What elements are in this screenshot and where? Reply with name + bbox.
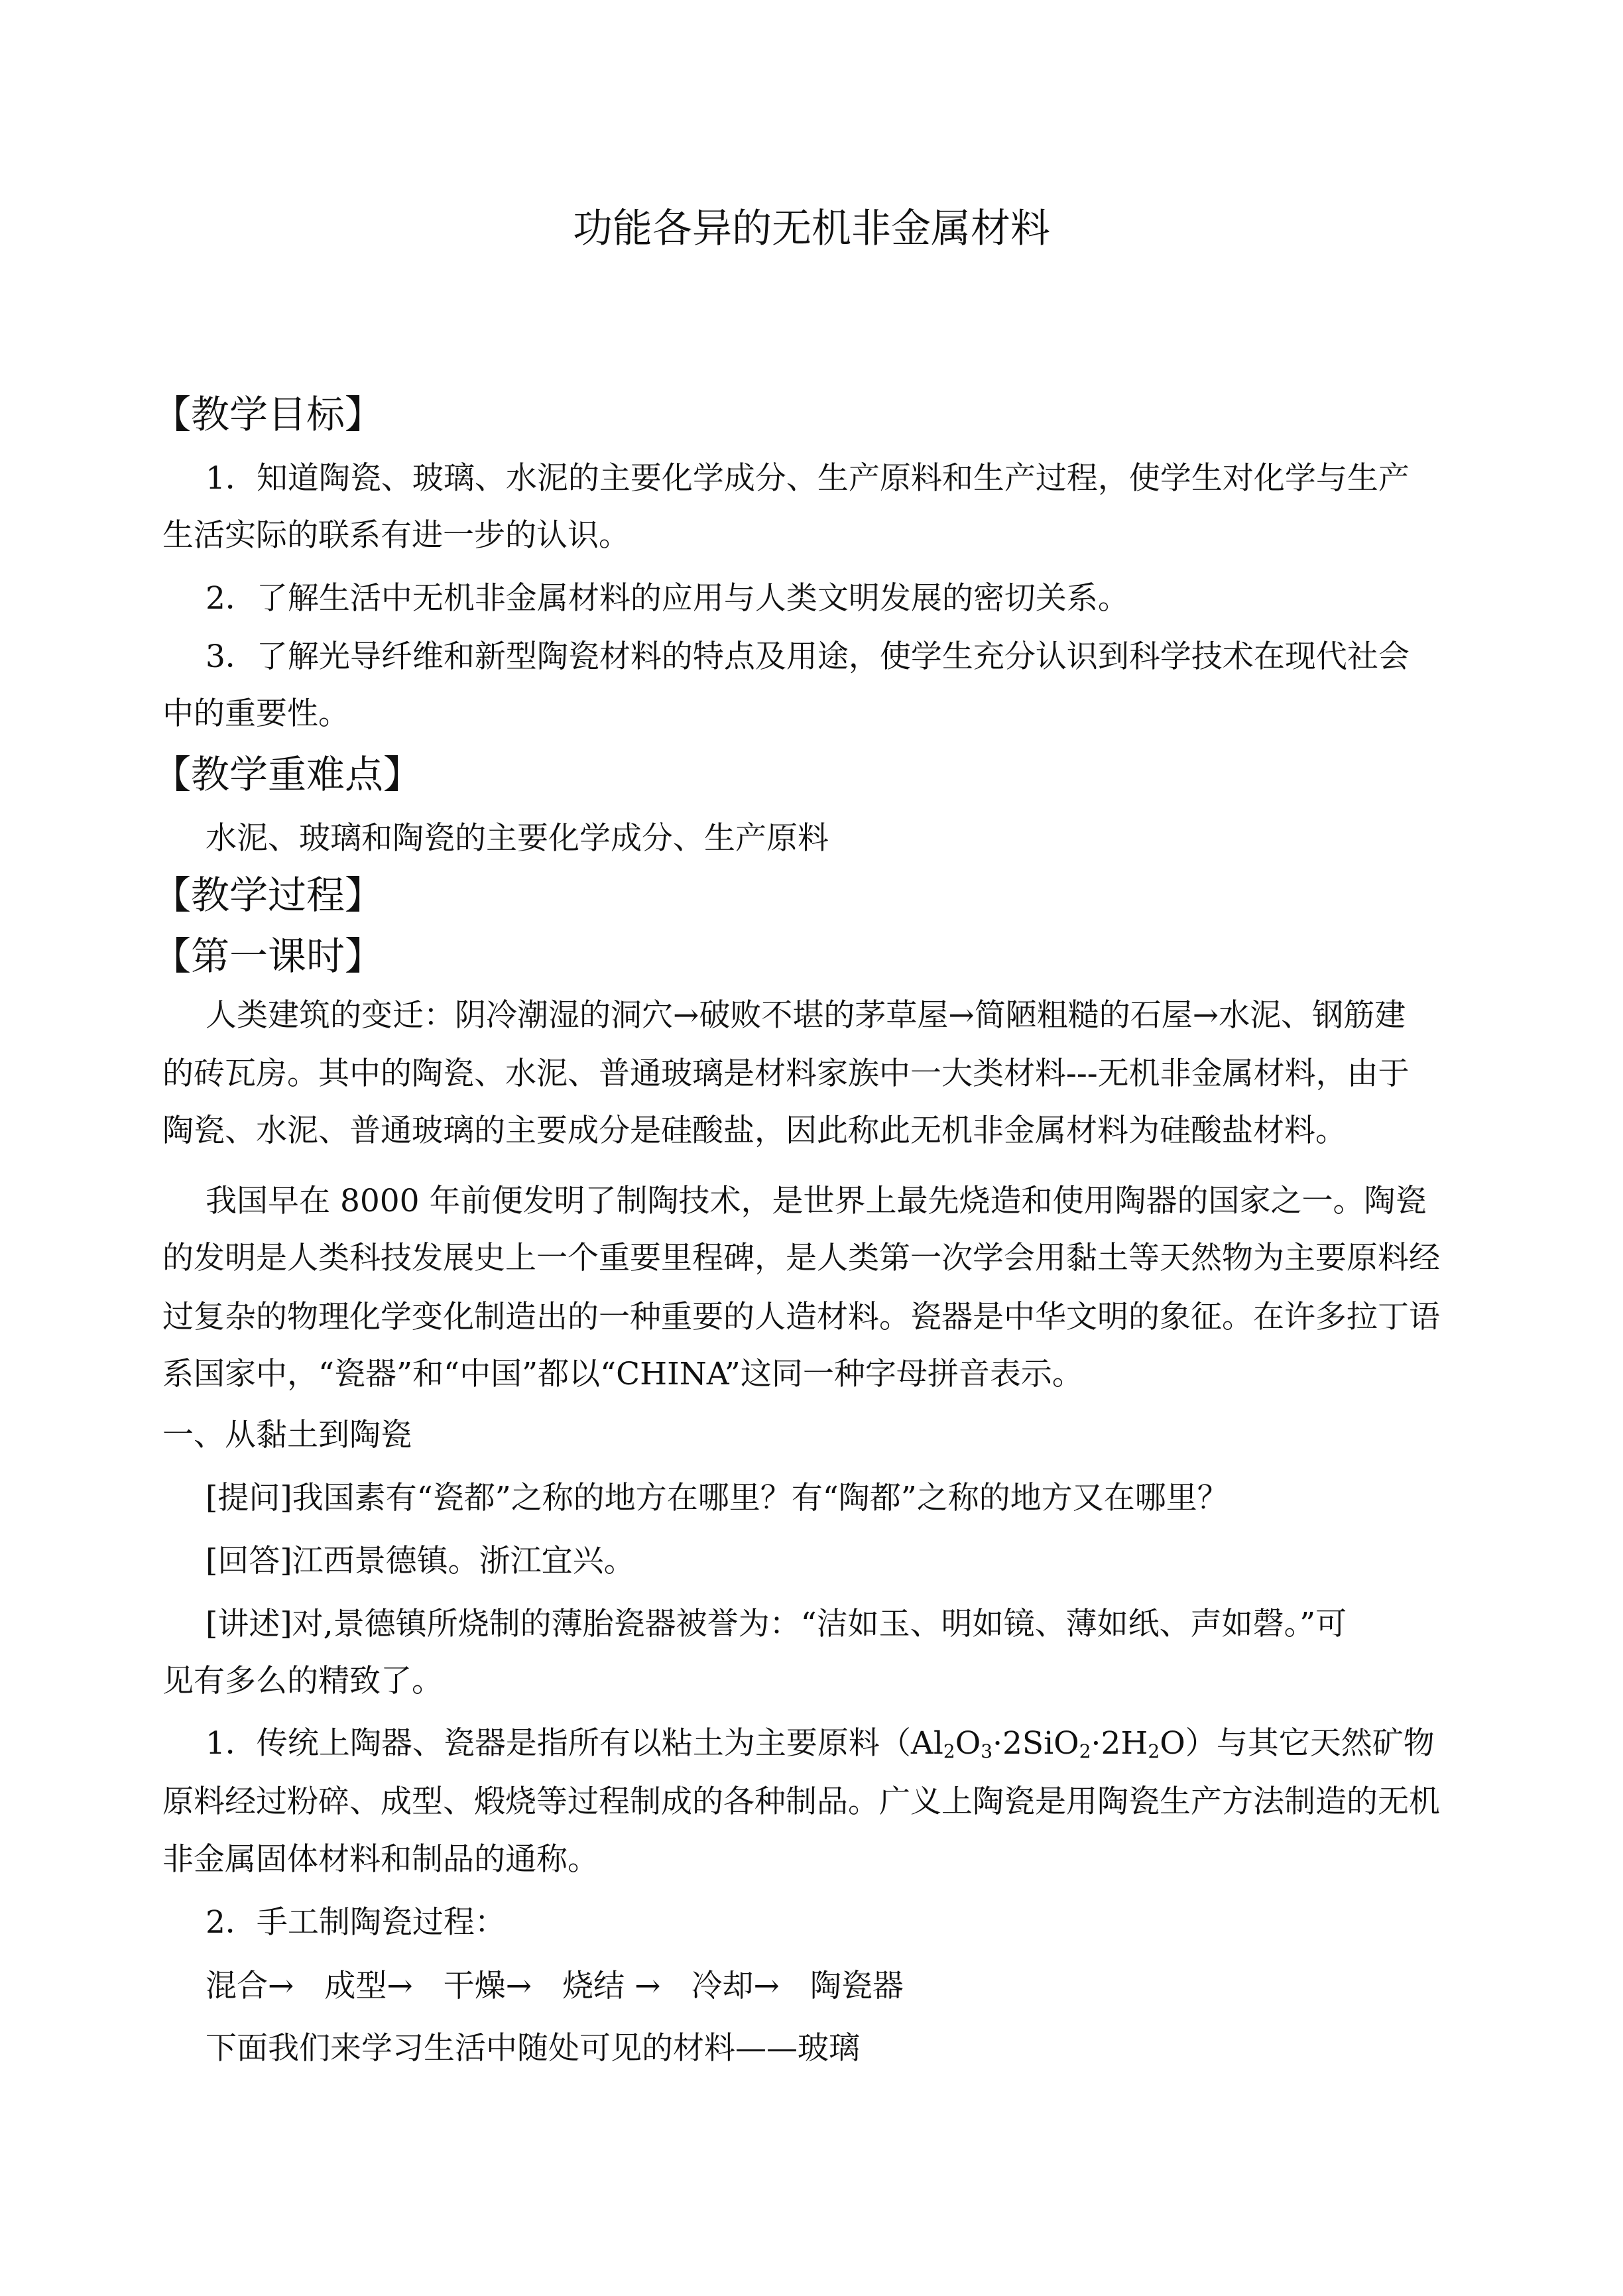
paragraph-1-line-1: 人类建筑的变迁：阴冷潮湿的洞穴→破败不堪的茅草屋→简陋粗糙的石屋→水泥、钢筋建 [206,997,1406,1034]
process-step: 干燥→ [443,1968,532,2004]
note-2: 2．手工制陶瓷过程： [206,1904,506,1941]
objective-2: 2．了解生活中无机非金属材料的应用与人类文明发展的密切关系。 [206,580,1129,617]
note-1-line-1 [206,1722,1482,1765]
process-step: 烧结 → [562,1968,661,2004]
chemical-formula: $Al_2O_3\cdot 2SiO_2\cdot 2H_2O$ [910,1725,1185,1762]
objectives-heading: 【教学目标】 [152,392,384,437]
process-step: 成型→ [324,1968,413,2004]
note-1-line-3: 非金属固体材料和制品的通称。 [162,1841,599,1878]
process-heading: 【教学过程】 [152,873,384,918]
section-1-title: 一、从黏土到陶瓷 [162,1417,412,1453]
paragraph-2-line-3: 过复杂的物理化学变化制造出的一种重要的人造材料。瓷器是中华文明的象征。在许多拉丁语 [162,1299,1440,1335]
process-steps [206,1965,1482,2008]
document-title: 功能各异的无机非金属材料 [573,206,1050,252]
paragraph-1-line-3: 陶瓷、水泥、普通玻璃的主要成分是硅酸盐，因此称此无机非金属材料为硅酸盐材料。 [162,1113,1347,1149]
lecture-line-1: [讲述]对,景德镇所烧制的薄胎瓷器被誉为：“洁如玉、明如镜、薄如纸、声如磬。”可 [206,1606,1347,1642]
lecture-line-2: 见有多么的精致了。 [162,1663,443,1699]
question-line: [提问]我国素有“瓷都”之称的地方在哪里？有“陶都”之称的地方又在哪里？ [206,1480,1229,1516]
note-1-prefix: 1．传统上陶器、瓷器是指所有以粘土为主要原料（ [206,1725,911,1762]
objective-3-line-1: 3．了解光导纤维和新型陶瓷材料的特点及用途，使学生充分认识到科学技术在现代社会 [206,638,1410,675]
keypoints-heading: 【教学重难点】 [152,752,422,797]
paragraph-2-line-2: 的发明是人类科技发展史上一个重要里程碑，是人类第一次学会用黏土等天然物为主要原料经 [162,1240,1440,1276]
process-step: 陶瓷器 [810,1968,904,2004]
paragraph-1-line-2: 的砖瓦房。其中的陶瓷、水泥、普通玻璃是材料家族中一大类材料---无机非金属材料，由于 [162,1056,1410,1092]
note-1-suffix: ）与其它天然矿物 [1185,1725,1435,1762]
objective-3-line-2: 中的重要性。 [162,695,349,732]
answer-line: [回答]江西景德镇。浙江宜兴。 [206,1543,635,1579]
process-step: 混合→ [206,1968,294,2004]
paragraph-2-line-1: 我国早在 8000 年前便发明了制陶技术，是世界上最先烧造和使用陶器的国家之一。陶瓷 [206,1183,1427,1219]
note-1-line-2: 原料经过粉碎、成型、煅烧等过程制成的各种制品。广义上陶瓷是用陶瓷生产方法制造的无机 [162,1783,1440,1820]
objective-1-line-1: 1．知道陶瓷、玻璃、水泥的主要化学成分、生产原料和生产过程，使学生对化学与生产 [206,460,1410,497]
keypoints-text: 水泥、玻璃和陶瓷的主要化学成分、生产原料 [206,820,829,857]
closing-line: 下面我们来学习生活中随处可见的材料——玻璃 [206,2030,860,2067]
process-step: 冷却→ [691,1968,780,2004]
paragraph-2-line-4: 系国家中，“瓷器”和“中国”都以“CHINA”这同一种字母拼音表示。 [162,1356,1083,1392]
lesson1-heading: 【第一课时】 [152,934,384,979]
objective-1-line-2: 生活实际的联系有进一步的认识。 [162,517,630,554]
